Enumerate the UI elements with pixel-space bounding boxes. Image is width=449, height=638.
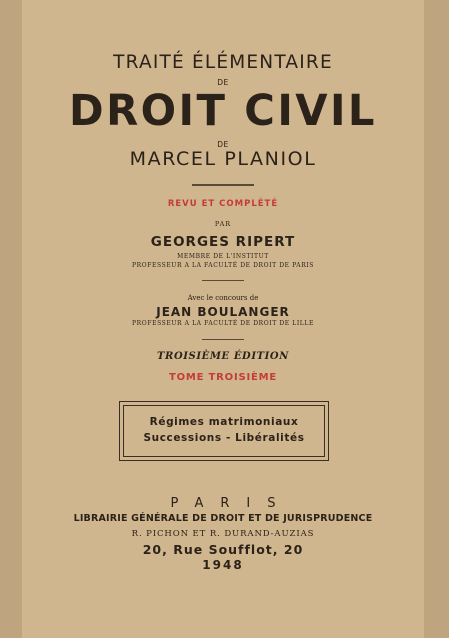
title-de-1: DE <box>217 78 229 87</box>
contents-box <box>119 401 329 461</box>
reviser-membership: MEMBRE DE L'INSTITUT <box>177 253 269 260</box>
contents-line-1: Régimes matrimoniaux <box>149 416 299 428</box>
tome-label: TOME TROISIÈME <box>168 372 278 383</box>
publisher-address: 20, Rue Soufflot, 20 <box>142 542 304 557</box>
revision-note: REVU ET COMPLÉTÉ <box>167 199 279 209</box>
title-line-1: TRAITÉ ÉLÉMENTAIRE <box>113 52 333 73</box>
divider-rule-2 <box>202 280 244 281</box>
title-page <box>22 0 424 638</box>
publication-year: 1948 <box>202 558 244 572</box>
collaborator-position: PROFESSEUR A LA FACULTÉ DE DROIT DE LILLE <box>132 320 314 327</box>
par-label: PAR <box>214 220 232 228</box>
edition-label: TROISIÈME ÉDITION <box>157 351 289 362</box>
publisher-name: LIBRAIRIE GÉNÉRALE DE DROIT ET DE JURISPRUDENCE <box>73 513 373 524</box>
main-title: DROIT CIVIL <box>69 86 377 136</box>
title-de-2: DE <box>217 140 229 149</box>
divider-rule-1 <box>192 184 254 186</box>
reviser-name: GEORGES RIPERT <box>150 234 296 250</box>
concours-label: Avec le concours de <box>187 294 259 302</box>
divider-rule-3 <box>202 339 244 340</box>
publisher-editors: R. PICHON ET R. DURAND-AUZIAS <box>131 529 315 539</box>
reviser-position: PROFESSEUR A LA FACULTÉ DE DROIT DE PARIS <box>131 262 314 269</box>
collaborator-name: JEAN BOULANGER <box>156 305 290 319</box>
contents-line-2: Successions - Libéralités <box>143 432 305 444</box>
imprint-city: PARIS <box>170 496 293 511</box>
author-name: MARCEL PLANIOL <box>129 148 317 170</box>
contents-box-inner-border <box>123 405 325 457</box>
